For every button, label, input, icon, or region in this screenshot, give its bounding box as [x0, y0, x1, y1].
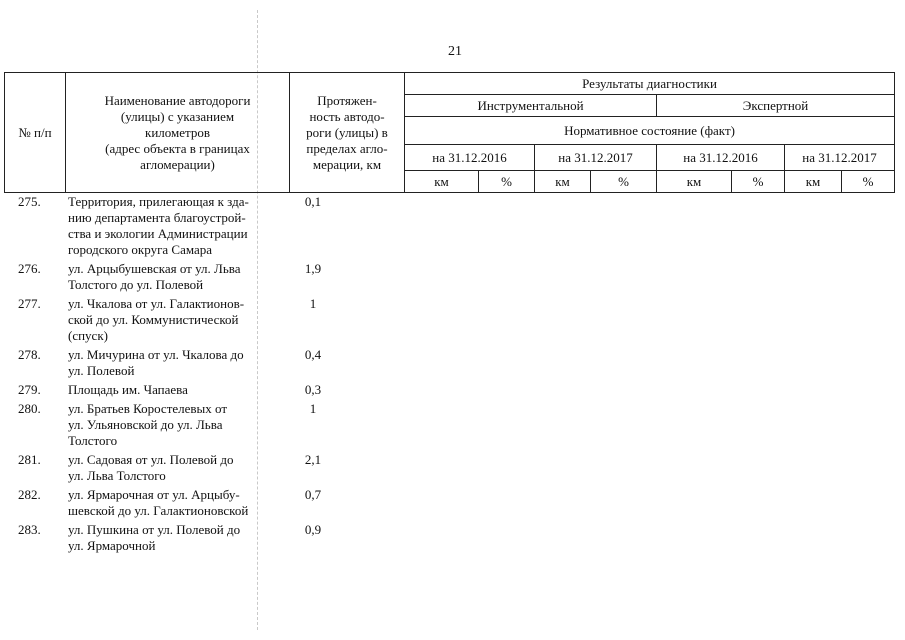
road-name: Территория, прилегающая к зда- нию департамента благоустрой- ства и экологии Администрации городского округа Самара	[68, 194, 249, 257]
header-date: на 31.12.2017	[535, 145, 657, 171]
header-unit-km: км	[405, 171, 479, 193]
row-number: 279.	[18, 382, 41, 397]
table-row	[4, 452, 404, 484]
road-name: ул. Ярмарочная от ул. Арцыбу- шевской до ул. Галактионовской	[68, 487, 249, 518]
table-rows	[4, 194, 404, 557]
table-row	[4, 296, 404, 344]
table-row	[4, 487, 404, 519]
road-length: 0,9	[304, 522, 322, 537]
road-name: ул. Мичурина от ул. Чкалова до ул. Полевой	[68, 347, 244, 378]
road-name: ул. Пушкина от ул. Полевой до ул. Ярмарочной	[68, 522, 241, 553]
header-date: на 31.12.2016	[405, 145, 535, 171]
table-row	[4, 522, 404, 554]
road-length: 1,9	[304, 261, 322, 276]
header-length: Протяжен- ность автодо- роги (улицы) в пределах агло- мерации, км	[290, 73, 405, 193]
header-unit-pct: %	[479, 171, 535, 193]
header-results: Результаты диагностики	[405, 73, 895, 95]
road-name: Площадь им. Чапаева	[68, 382, 188, 397]
table-row	[4, 194, 404, 258]
road-length: 0,7	[304, 487, 322, 502]
header-unit-pct: %	[842, 171, 895, 193]
road-length: 2,1	[304, 452, 322, 467]
diagnostics-table-header	[4, 72, 895, 193]
row-number: 283.	[18, 522, 41, 537]
row-number: 278.	[18, 347, 41, 362]
header-date: на 31.12.2017	[785, 145, 895, 171]
header-normative: Нормативное состояние (факт)	[405, 117, 895, 145]
table-row	[4, 347, 404, 379]
road-length: 0,3	[304, 382, 322, 397]
table-row	[4, 382, 404, 398]
row-number: 281.	[18, 452, 41, 467]
road-length: 0,1	[304, 194, 322, 209]
header-unit-km: км	[657, 171, 732, 193]
header-unit-km: км	[535, 171, 591, 193]
row-number: 277.	[18, 296, 41, 311]
road-length: 1	[309, 296, 317, 311]
header-unit-km: км	[785, 171, 842, 193]
header-unit-pct: %	[732, 171, 785, 193]
header-road-name: Наименование автодороги (улицы) с указанием километров (адрес объекта в границах агломерации)	[66, 73, 290, 193]
row-number: 282.	[18, 487, 41, 502]
header-instrumental: Инструментальной	[405, 95, 657, 117]
road-length: 0,4	[304, 347, 322, 362]
header-date: на 31.12.2016	[657, 145, 785, 171]
road-name: ул. Чкалова от ул. Галактионов- ской до ул. Коммунистической (спуск)	[68, 296, 245, 343]
row-number: 276.	[18, 261, 41, 276]
table-row	[4, 261, 404, 293]
road-name: ул. Братьев Коростелевых от ул. Ульяновской до ул. Льва Толстого	[68, 401, 228, 448]
header-expert: Экспертной	[657, 95, 895, 117]
road-name: ул. Садовая от ул. Полевой до ул. Льва Толстого	[68, 452, 234, 483]
page-number: 21	[448, 44, 462, 59]
row-number: 280.	[18, 401, 41, 416]
header-unit-pct: %	[591, 171, 657, 193]
row-number: 275.	[18, 194, 41, 209]
road-length: 1	[309, 401, 317, 416]
table-row	[4, 401, 404, 449]
road-name: ул. Арцыбушевская от ул. Льва Толстого до ул. Полевой	[68, 261, 241, 292]
header-num: № п/п	[5, 73, 66, 193]
